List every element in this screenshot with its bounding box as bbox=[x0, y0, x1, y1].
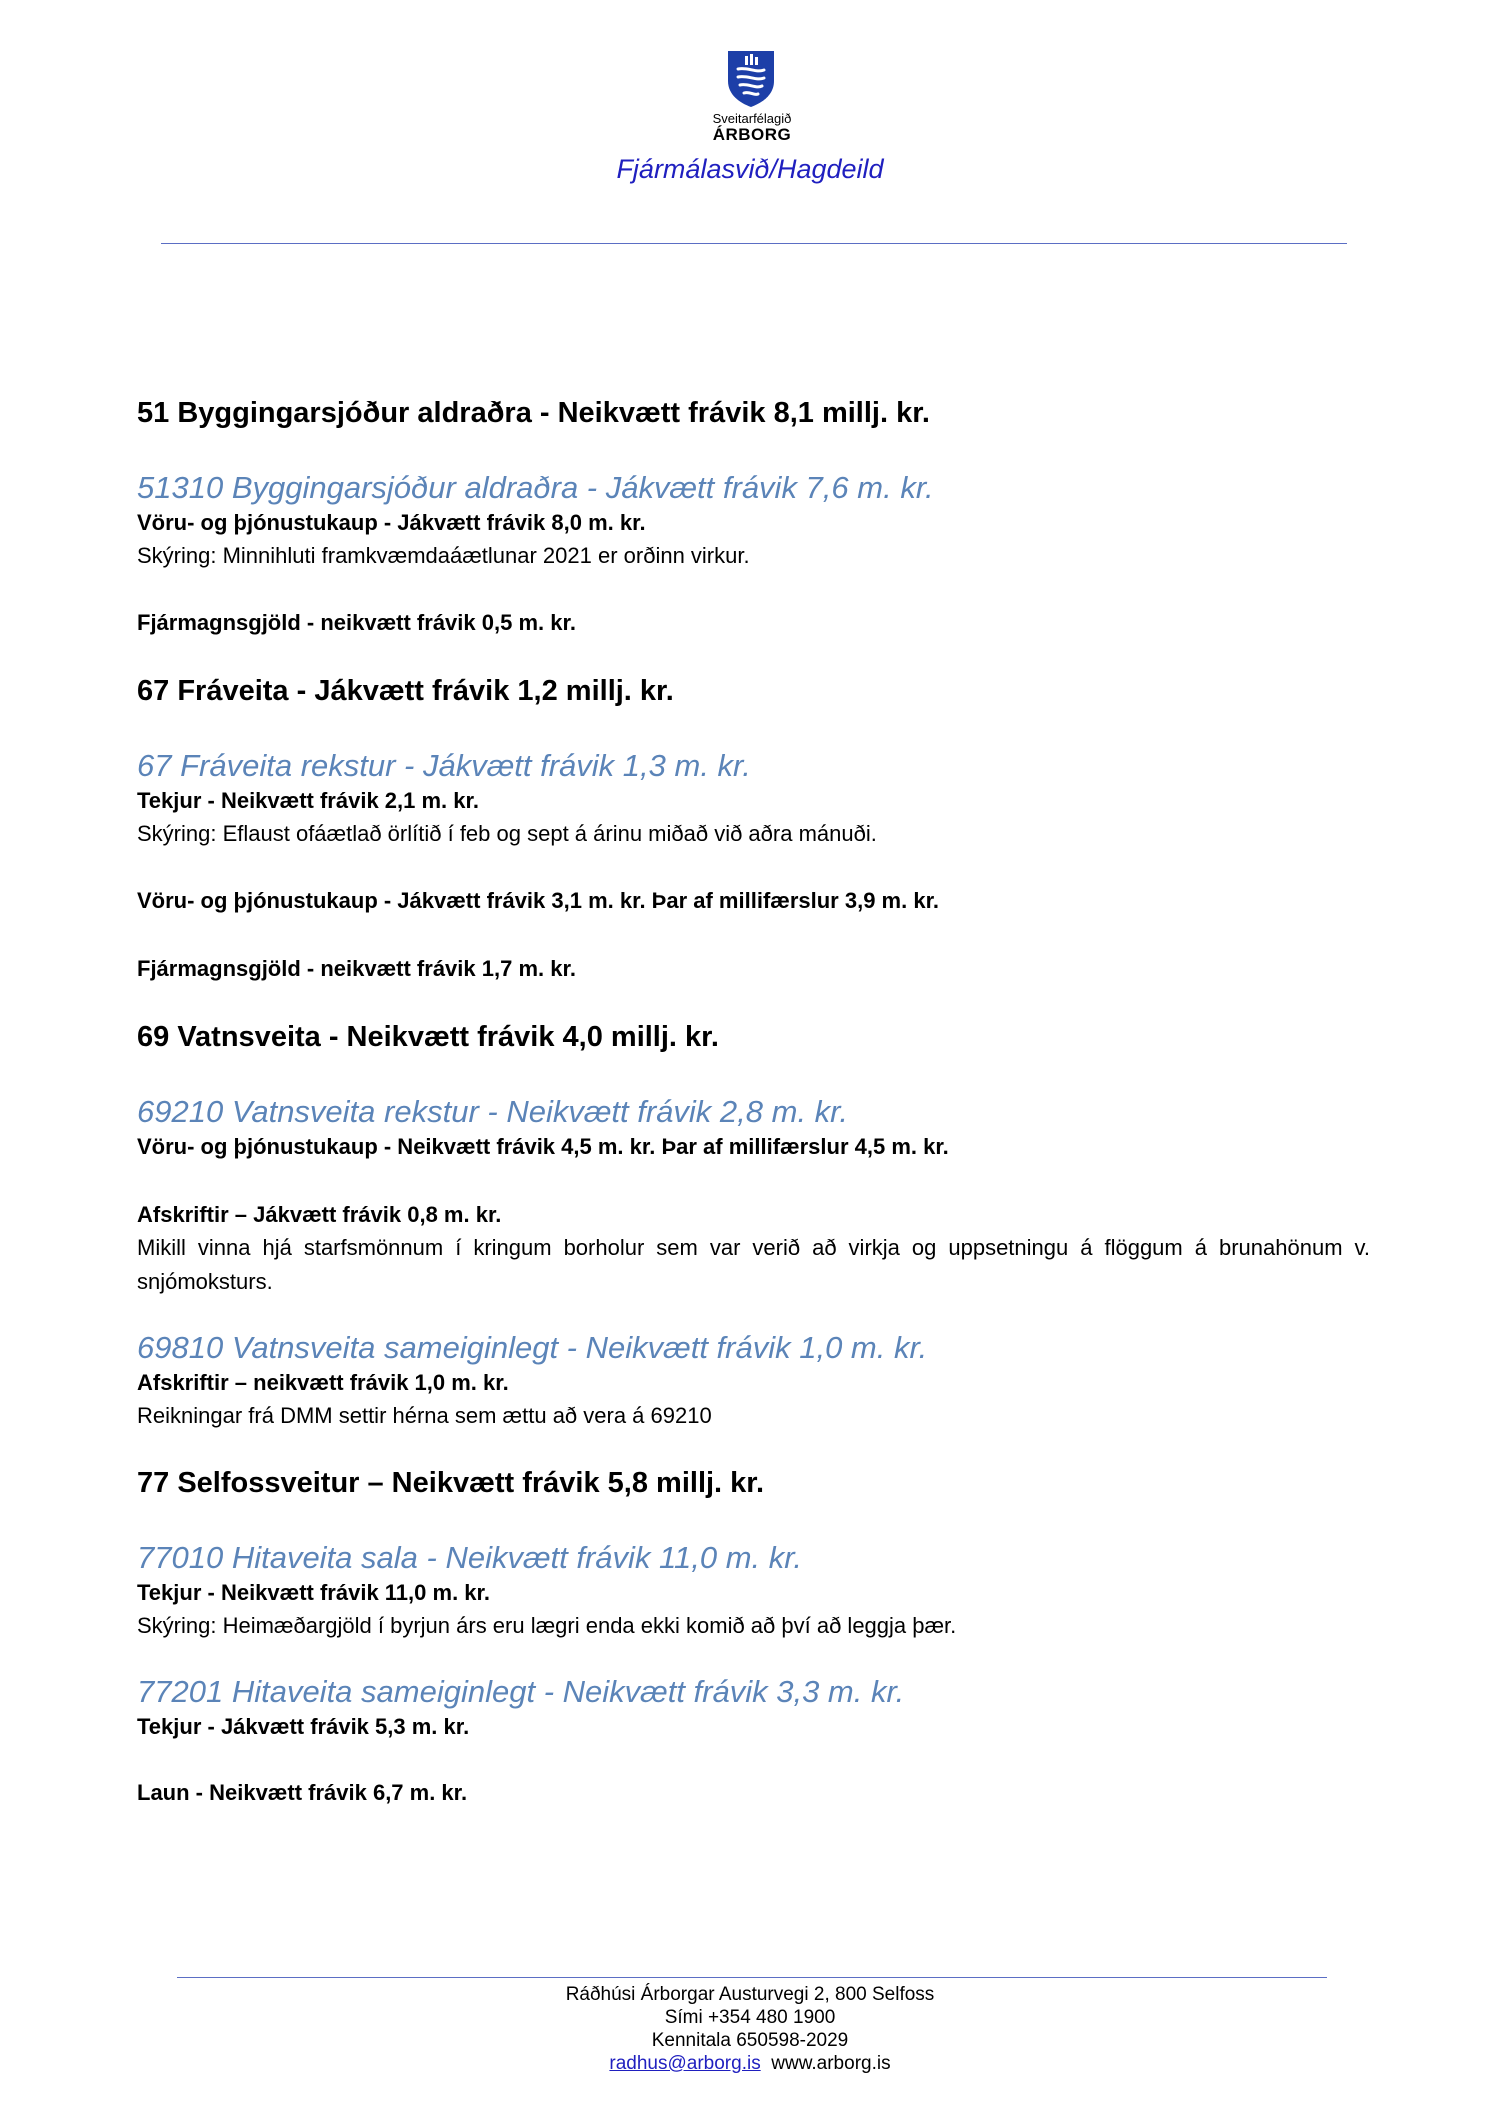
report-body bbox=[137, 395, 1370, 1809]
footer-phone: Sími +354 480 1900 bbox=[664, 2007, 836, 2028]
item-title: Tekjur - Jákvætt frávik 5,3 m. kr. bbox=[137, 1714, 470, 1739]
subsection-heading: 77201 Hitaveita sameiginlegt - Neikvætt frávik 3,3 m. kr. bbox=[137, 1674, 905, 1709]
subsection-heading: 77010 Hitaveita sala - Neikvætt frávik 11,0 m. kr. bbox=[137, 1540, 803, 1575]
item-title: Vöru- og þjónustukaup - Jákvætt frávik 3,1 m. kr. Þar af millifærslur 3,9 m. kr. bbox=[137, 888, 940, 913]
footer-website: www.arborg.is bbox=[771, 2053, 891, 2074]
section-heading: 67 Fráveita - Jákvætt frávik 1,2 millj. kr. bbox=[137, 675, 674, 707]
footer-address: Ráðhúsi Árborgar Austurvegi 2, 800 Selfoss bbox=[565, 1984, 935, 2005]
footer-id-number: Kennitala 650598-2029 bbox=[651, 2030, 849, 2051]
item-title: Tekjur - Neikvætt frávik 11,0 m. kr. bbox=[137, 1580, 490, 1605]
footer-divider bbox=[177, 1977, 1327, 1978]
arborg-crest-icon bbox=[726, 49, 776, 109]
subsection-heading: 51310 Byggingarsjóður aldraðra - Jákvætt frávik 7,6 m. kr. bbox=[137, 470, 934, 505]
item-title: Laun - Neikvætt frávik 6,7 m. kr. bbox=[137, 1780, 468, 1805]
item-text: Reikningar frá DMM settir hérna sem ættu að vera á 69210 bbox=[137, 1403, 712, 1428]
item-title: Vöru- og þjónustukaup - Jákvætt frávik 8,0 m. kr. bbox=[137, 510, 646, 535]
item-title: Tekjur - Neikvætt frávik 2,1 m. kr. bbox=[137, 788, 479, 813]
item-text: Mikill vinna hjá starfsmönnum í kringum borholur sem var verið að virkja og uppsetningu á flöggum á brunahönum v. snjómoksturs. bbox=[137, 1235, 1370, 1294]
logo-name: ÁRBORG bbox=[712, 125, 792, 144]
item-title: Fjármagnsgjöld - neikvætt frávik 1,7 m. kr. bbox=[137, 956, 576, 981]
footer bbox=[450, 1983, 1050, 2075]
section-heading: 77 Selfossveitur – Neikvætt frávik 5,8 millj. kr. bbox=[137, 1467, 765, 1499]
item-text: Skýring: Eflaust ofáætlað örlítið í feb og sept á árinu miðað við aðra mánuði. bbox=[137, 821, 877, 846]
item-title: Vöru- og þjónustukaup - Neikvætt frávik 4,5 m. kr. Þar af millifærslur 4,5 m. kr. bbox=[137, 1134, 949, 1159]
item-title: Fjármagnsgjöld - neikvætt frávik 0,5 m. kr. bbox=[137, 610, 576, 635]
item-text: Skýring: Minnihluti framkvæmdaáætlunar 2021 er orðinn virkur. bbox=[137, 543, 750, 568]
subsection-heading: 67 Fráveita rekstur - Jákvætt frávik 1,3 m. kr. bbox=[137, 748, 751, 783]
footer-contact bbox=[450, 2052, 1050, 2075]
subsection-heading: 69810 Vatnsveita sameiginlegt - Neikvætt frávik 1,0 m. kr. bbox=[137, 1330, 928, 1365]
item-title: Afskriftir – neikvætt frávik 1,0 m. kr. bbox=[137, 1370, 509, 1395]
subsection-heading: 69210 Vatnsveita rekstur - Neikvætt frávik 2,8 m. kr. bbox=[137, 1094, 848, 1129]
footer-email-link[interactable]: radhus@arborg.is bbox=[609, 2053, 761, 2074]
section-heading: 69 Vatnsveita - Neikvætt frávik 4,0 millj. kr. bbox=[137, 1021, 719, 1053]
item-text: Skýring: Heimæðargjöld í byrjun árs eru lægri enda ekki komið að því að leggja þær. bbox=[137, 1613, 957, 1638]
department-title: Fjármálasvið/Hagdeild bbox=[616, 154, 884, 184]
logo-municipality-label: Sveitarfélagið bbox=[712, 111, 792, 126]
item-title: Afskriftir – Jákvætt frávik 0,8 m. kr. bbox=[137, 1202, 502, 1227]
header-divider bbox=[161, 243, 1347, 244]
section-heading: 51 Byggingarsjóður aldraðra - Neikvætt frávik 8,1 millj. kr. bbox=[137, 397, 930, 429]
